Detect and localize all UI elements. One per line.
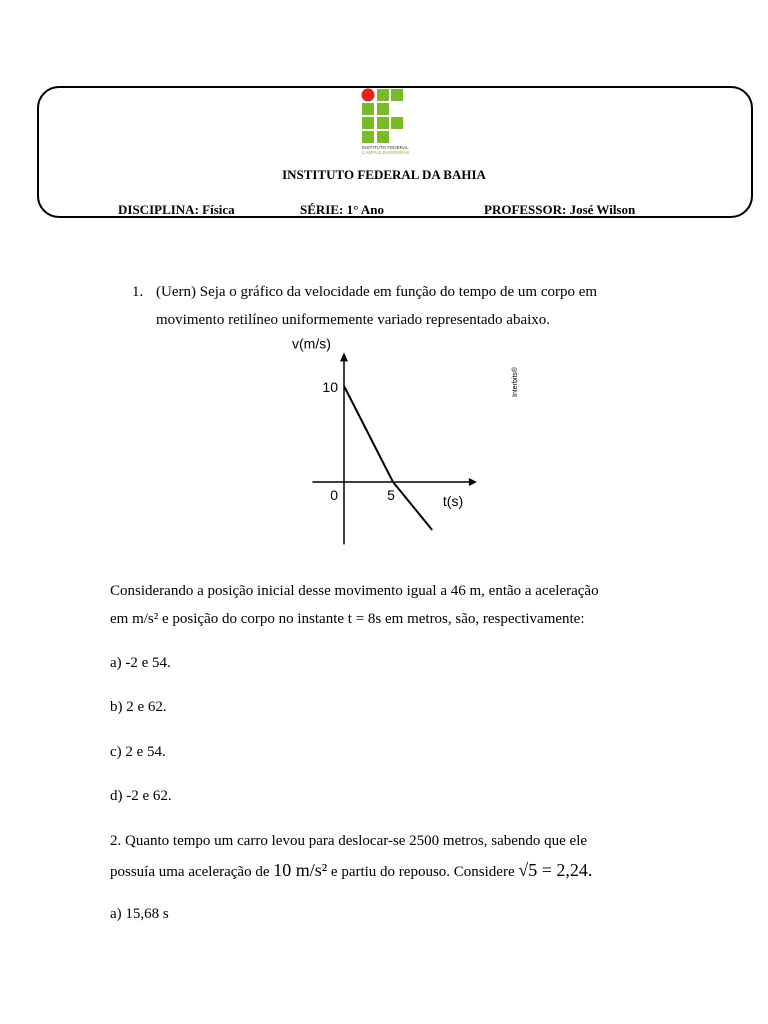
question1-text: movimento retilíneo uniformemente variado representado abaixo. bbox=[156, 312, 551, 328]
sqrt-formula: √5 = 2,24. bbox=[518, 860, 593, 880]
logo-square bbox=[377, 117, 389, 129]
y-axis-arrow bbox=[340, 352, 348, 361]
logo-square bbox=[362, 103, 374, 115]
grade-field: SÉRIE: 1° Ano bbox=[300, 202, 384, 217]
discipline-field: DISCIPLINA: Física bbox=[118, 202, 235, 217]
logo-text: CAMPUS BARREIRAS bbox=[362, 150, 410, 155]
x-tick-label: 5 bbox=[387, 487, 395, 503]
watermark: Interbits® bbox=[512, 366, 519, 397]
option-a: a) -2 e 54. bbox=[110, 655, 171, 671]
logo-square bbox=[391, 117, 403, 129]
question2-text: 2. Quanto tempo um carro levou para deslocar-se 2500 metros, sabendo que ele bbox=[110, 833, 588, 849]
velocity-time-chart bbox=[240, 335, 540, 560]
question1-stem: em m/s² e posição do corpo no instante t = 8s em metros, são, respectivamente: bbox=[110, 611, 585, 627]
question2-text-part: e partiu do repouso. Considere bbox=[327, 864, 519, 880]
logo-square bbox=[362, 131, 374, 143]
logo-red-circle bbox=[362, 89, 375, 102]
question2-option-a: a) 15,68 s bbox=[110, 906, 169, 922]
option-b: b) 2 e 62. bbox=[110, 699, 167, 715]
acceleration-value: 10 m/s² bbox=[273, 860, 328, 880]
question2-text bbox=[110, 860, 592, 881]
velocity-line bbox=[344, 386, 432, 530]
question-number: 1. bbox=[132, 284, 144, 300]
logo-square bbox=[362, 117, 374, 129]
institution-logo bbox=[361, 88, 410, 158]
y-axis-label: v(m/s) bbox=[292, 335, 331, 352]
institution-title: INSTITUTO FEDERAL DA BAHIA bbox=[282, 167, 486, 182]
x-axis-arrow bbox=[469, 478, 477, 486]
option-d: d) -2 e 62. bbox=[110, 788, 172, 804]
option-c: c) 2 e 54. bbox=[110, 744, 166, 760]
y-tick-label: 10 bbox=[322, 379, 338, 395]
question2-text-part: possuía uma aceleração de bbox=[110, 864, 274, 880]
logo-square bbox=[377, 131, 389, 143]
logo-square bbox=[377, 103, 389, 115]
question1-text: (Uern) Seja o gráfico da velocidade em função do tempo de um corpo em bbox=[156, 284, 598, 300]
logo-square bbox=[377, 89, 389, 101]
x-axis-label: t(s) bbox=[442, 493, 464, 509]
logo-text: INSTITUTO FEDERAL bbox=[362, 145, 409, 150]
professor-field: PROFESSOR: José Wilson bbox=[484, 202, 636, 217]
question1-stem: Considerando a posição inicial desse movimento igual a 46 m, então a aceleração bbox=[110, 583, 599, 599]
origin-label: 0 bbox=[330, 487, 338, 503]
logo-square bbox=[391, 89, 403, 101]
